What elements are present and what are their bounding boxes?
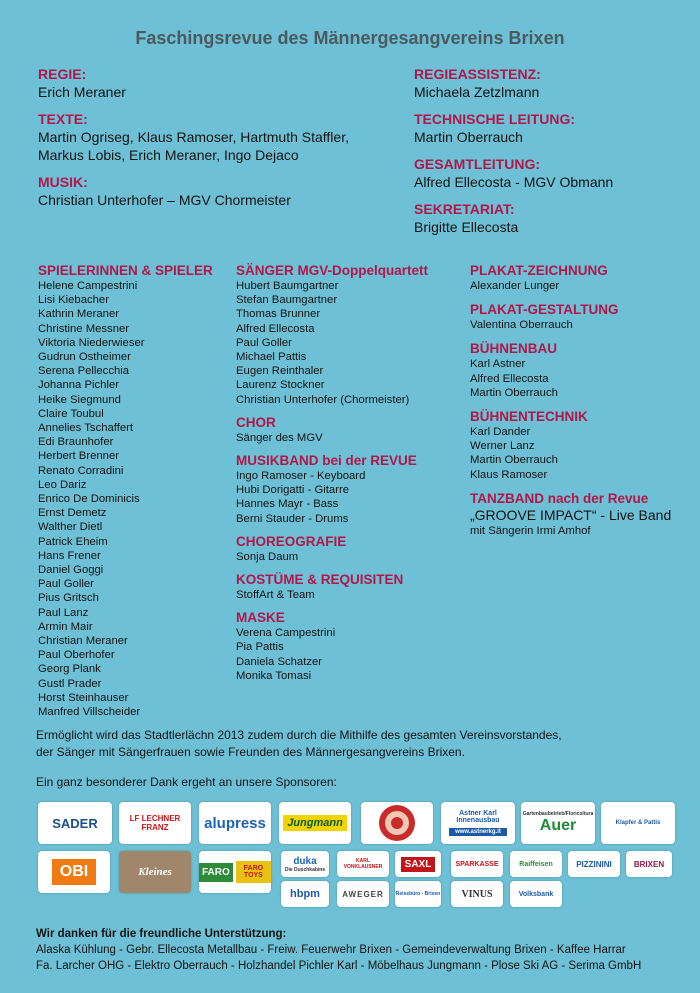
logo-text: SADER — [52, 815, 98, 831]
band-name: „GROOVE IMPACT“ - Live Band — [470, 506, 672, 523]
crew-member: Werner Lanz — [470, 440, 535, 453]
crew-member: Hubert Baumgartner — [236, 280, 339, 292]
crew-heading: BÜHNENBAU — [470, 341, 557, 357]
cast-member: Johanna Pichler — [38, 379, 120, 392]
logo-text: BRIXEN — [633, 859, 665, 869]
cast-member: Kathrin Meraner — [38, 308, 119, 321]
logo-sader — [38, 802, 112, 844]
crew-member: Berni Stauder - Drums — [236, 512, 349, 525]
logo-sparkasse — [451, 851, 503, 877]
thanks-line: Ermöglicht wird das Stadtlerlächn 2013 zudem durch die Mithilfe des gesamten Vereinsvorstandes, — [36, 728, 562, 742]
crew-section — [236, 610, 466, 691]
cast-member: Gustl Prader — [38, 677, 102, 690]
cast-member: Gudrun Ostheimer — [38, 351, 131, 364]
cast-member: Paul Goller — [38, 578, 94, 591]
crew-member: Martin Oberrauch — [470, 454, 558, 467]
crew-member: Hannes Mayr - Bass — [236, 498, 339, 511]
cast-member: Daniel Goggi — [38, 564, 104, 577]
credit-texte — [38, 111, 398, 164]
crew-member: Sonja Daum — [236, 550, 299, 563]
crew-heading: TANZBAND nach der Revue — [470, 490, 649, 506]
logo-jungmann — [279, 802, 351, 844]
cast-member: Armin Mair — [38, 620, 93, 633]
cast-member: Walther Dietl — [38, 521, 103, 534]
cast-member: Lisi Kiebacher — [38, 294, 109, 307]
crew-heading: KOSTÜME & REQUISITEN — [236, 572, 404, 588]
crew-member: StoffArt & Team — [236, 589, 315, 602]
logo-saxl — [395, 851, 441, 877]
tanzband-section — [470, 491, 695, 538]
crew-heading: MUSIKBAND bei der REVUE — [236, 453, 417, 469]
credits-top-left — [38, 66, 398, 209]
logo-text: FARO TOYS — [236, 861, 271, 883]
target-icon — [377, 803, 417, 843]
crew-member: Karl Dander — [470, 426, 531, 439]
credits-top-right — [414, 66, 684, 236]
logo-aweger — [337, 881, 389, 907]
cast-member: Horst Steinhauser — [38, 691, 129, 704]
credit-heading: SEKRETARIAT: — [414, 201, 515, 217]
logo-text: Jungmann — [283, 815, 347, 831]
crew-member: Daniela Schatzer — [236, 655, 323, 668]
crew-member: Eugen Reinthaler — [236, 365, 324, 378]
cast-member: Christian Meraner — [38, 635, 128, 648]
crew-member: Ingo Ramoser - Keyboard — [236, 470, 366, 483]
logo-text: Astner Karl Innenausbau — [456, 810, 500, 824]
credit-line: Michaela Zetzlmann — [414, 84, 540, 100]
cast-heading: SPIELERINNEN & SPIELER — [38, 263, 213, 278]
logo-text: Kleines — [138, 866, 172, 878]
logo-alupress — [199, 802, 271, 844]
logo-target — [361, 802, 433, 844]
crew-heading: MASKE — [236, 610, 285, 626]
crew-heading: PLAKAT-ZEICHNUNG — [470, 263, 608, 278]
crew-member: Martin Oberrauch — [470, 386, 558, 399]
credit-heading: GESAMTLEITUNG: — [414, 156, 540, 172]
logo-volksbank — [510, 881, 562, 907]
logo-klapfer — [601, 802, 675, 844]
thanks-line: der Sänger mit Sängerfrauen sowie Freunden des Männergesangvereins Brixen. — [36, 745, 465, 759]
logo-text: hbpm — [290, 888, 320, 900]
logo-kleines — [119, 851, 191, 893]
cast-member: Renato Corradini — [38, 464, 124, 477]
cast-member: Viktoria Niederwieser — [38, 336, 145, 349]
logo-obi — [38, 851, 110, 893]
credit-line: Alfred Ellecosta - MGV Obmann — [414, 174, 614, 190]
crew-member: Hubi Dorigatti - Gitarre — [236, 484, 350, 497]
credit-heading: TECHNISCHE LEITUNG: — [414, 111, 575, 127]
logo-raiffeisen — [510, 851, 562, 877]
logo-text: Auer — [539, 817, 577, 834]
crew-member: Alexander Lunger — [470, 280, 560, 292]
crew-member: Valentina Oberrauch — [470, 319, 573, 332]
logo-text: Volksbank — [518, 890, 554, 898]
sponsors-title: Ein ganz besonderer Dank ergeht an unsere Sponsoren: — [36, 775, 337, 789]
crew-section — [470, 341, 695, 409]
credit-line: Martin Ogriseg, Klaus Ramoser, Hartmuth Staffler, — [38, 129, 349, 145]
page-title: Faschingsrevue des Männergesangvereins Brixen — [135, 28, 565, 48]
logo-text: LF LECHNER FRANZ — [129, 814, 181, 832]
crew-section — [470, 409, 695, 491]
crew-section — [236, 534, 466, 572]
crew-heading: CHOR — [236, 414, 276, 430]
logo-auer — [521, 802, 595, 844]
crew-heading: CHOREOGRAFIE — [236, 533, 347, 549]
credit-heading: REGIE: — [38, 66, 87, 82]
crew-member: Thomas Brunner — [236, 308, 321, 321]
credit-line: Brigitte Ellecosta — [414, 219, 519, 235]
crew-member: Michael Pattis — [236, 351, 307, 364]
cast-member: Claire Toubul — [38, 407, 104, 420]
cast-list — [38, 279, 228, 719]
cast-member: Edi Braunhofer — [38, 436, 114, 449]
logo-text: Gartenbaubetrieb/Floricoltura — [522, 811, 594, 817]
logo-duka — [281, 851, 329, 877]
cast-member: Helene Campestrini — [38, 280, 138, 292]
crew-member: Sänger des MGV — [236, 431, 323, 444]
cast-member: Paul Oberhofer — [38, 649, 115, 662]
cast-member: Leo Dariz — [38, 478, 87, 491]
cast-member: Manfred Villscheider — [38, 706, 141, 719]
logo-hbpm — [281, 881, 329, 907]
crew-section — [236, 572, 466, 610]
crew-member: Stefan Baumgartner — [236, 294, 338, 307]
logo-text: AWEGER — [342, 889, 384, 899]
thanks-text — [36, 727, 676, 761]
cast-member: Hans Frener — [38, 549, 101, 562]
crew-member: Alfred Ellecosta — [236, 322, 315, 335]
crew-column-3 — [470, 263, 695, 538]
cast-member: Pius Gritsch — [38, 592, 99, 605]
logo-text: Reisebüro - Brixen — [395, 891, 441, 897]
crew-member: Verena Campestrini — [236, 627, 336, 640]
credit-line: Christian Unterhofer – MGV Chormeister — [38, 192, 291, 208]
cast-member: Paul Lanz — [38, 606, 89, 619]
credit-heading: TEXTE: — [38, 111, 88, 127]
crew-member: Klaus Ramoser — [470, 468, 548, 481]
logo-astner — [441, 802, 515, 844]
crew-member: Christian Unterhofer (Chormeister) — [236, 393, 410, 406]
final-thanks — [36, 926, 686, 974]
crew-column-2 — [236, 263, 466, 691]
logo-vinus — [451, 881, 503, 907]
crew-section — [236, 453, 466, 534]
credit-heading: MUSIK: — [38, 174, 88, 190]
crew-member: Monika Tomasi — [236, 669, 312, 682]
credit-heading: REGIEASSISTENZ: — [414, 66, 541, 82]
logo-text: SPARKASSE — [455, 860, 499, 868]
cast-member: Georg Plank — [38, 663, 101, 676]
cast-member: Heike Siegmund — [38, 393, 121, 406]
logo-text: Klapfer & Pattis — [615, 820, 661, 826]
band-singer: mit Sängerin Irmi Amhof — [470, 524, 591, 537]
logo-text: alupress — [204, 814, 266, 832]
crew-section — [236, 415, 466, 453]
final-heading: Wir danken für die freundliche Unterstützung: — [36, 928, 287, 940]
logo-text: KARL VONKLAUSNER — [343, 858, 383, 870]
logo-text: Raiffeisen — [519, 860, 553, 868]
cast-member: Enrico De Dominicis — [38, 493, 140, 506]
logo-reiseburo — [395, 881, 441, 907]
logo-pizzinini — [568, 851, 620, 877]
crew-heading: PLAKAT-GESTALTUNG — [470, 302, 619, 318]
crew-heading: SÄNGER MGV-Doppelquartett — [236, 263, 429, 278]
final-line: Alaska Kühlung - Gebr. Ellecosta Metallbau - Freiw. Feuerwehr Brixen - Gemeindeverwaltung Brixen - Kaffee Harrar — [36, 944, 626, 956]
crew-member: Laurenz Stockner — [236, 379, 325, 392]
cast-column — [38, 263, 228, 719]
logo-lechner — [119, 802, 191, 844]
logo-text: duka — [293, 855, 317, 867]
logo-faro — [199, 851, 271, 893]
cast-member: Christine Messner — [38, 322, 130, 335]
cast-member: Annelies Tschaffert — [38, 422, 134, 435]
logo-brixen — [626, 851, 672, 877]
credit-regie — [38, 66, 398, 101]
crew-heading: BÜHNENTECHNIK — [470, 409, 588, 425]
credit-line: Erich Meraner — [38, 84, 126, 100]
crew-section — [236, 263, 466, 415]
crew-section — [470, 302, 695, 341]
crew-section — [470, 263, 695, 302]
crew-member: Alfred Ellecosta — [470, 372, 549, 385]
logo-karl — [337, 851, 389, 877]
logo-text: OBI — [52, 859, 96, 885]
credit-line: Martin Oberrauch — [414, 129, 523, 145]
cast-member: Patrick Eheim — [38, 535, 108, 548]
logo-text: Die Duschkabine — [284, 866, 326, 873]
crew-member: Karl Astner — [470, 358, 526, 371]
credit-line: Markus Lobis, Erich Meraner, Ingo Dejaco — [38, 147, 299, 163]
logo-url: www.astnerkg.it — [449, 828, 507, 836]
cast-member: Herbert Brenner — [38, 450, 119, 463]
logo-text: SAXL — [401, 857, 436, 872]
credit-musik — [38, 174, 398, 209]
logo-text: FARO — [199, 863, 233, 882]
cast-member: Serena Pellecchia — [38, 365, 130, 378]
logo-text: PIZZININI — [576, 859, 612, 869]
crew-member: Paul Goller — [236, 336, 292, 349]
final-line: Fa. Larcher OHG - Elektro Oberrauch - Holzhandel Pichler Karl - Möbelhaus Jungmann - Plose Ski AG - Serima GmbH — [36, 960, 642, 972]
logo-text: VINUS — [461, 888, 493, 900]
cast-member: Ernst Demetz — [38, 507, 107, 520]
crew-member: Pia Pattis — [236, 641, 284, 654]
